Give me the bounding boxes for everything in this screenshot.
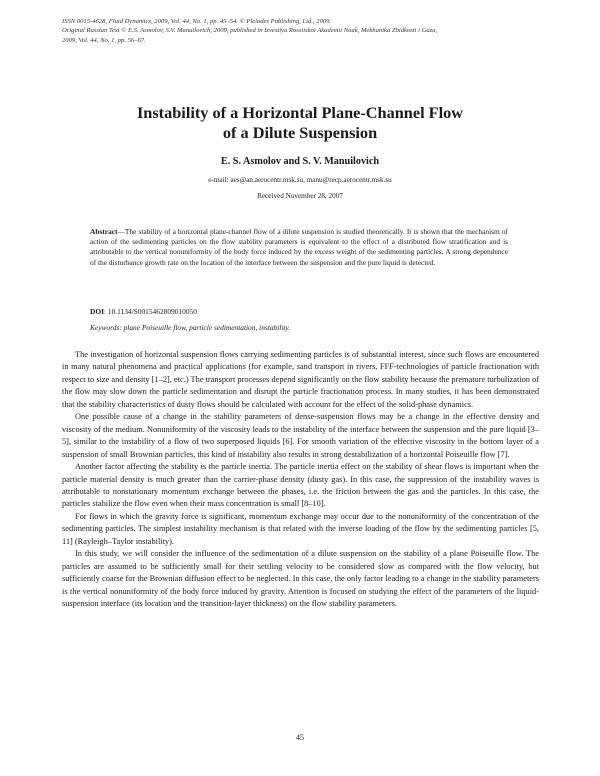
paragraph-1: The investigation of horizontal suspension flows carrying sedimenting particles is of substantial interest, since such flows are encountered in many natural phenomena and practical applications (for example, sand transport in rivers, FFF-technologies of particle fractionation with respect to size and density [1–2], etc.) The transport processes depend significantly on the flow stability because the premature turbulization of the flow may slow down the particle sedimentation and disrupt the particle fractionation process. In many studies, it has been demonstrated that the stability characteristics of dusty flows should be calculated with account for the effect of the solid-phase dynamics. [62,350,539,409]
paragraph-5: In this study, we will consider the influence of the sedimentation of a dilute suspension on the stability of a plane Poiseuille flow. The particles are assumed to be sufficiently small for their settling velocity to be considered slow as compared with the flow velocity, but sufficiently coarse for the Brownian diffusion effect to be neglected. In this case, the only factor leading to a change in the stability parameters is the vertical nonuniformity of the body force induced by gravity. Attention is focused on studying the effect of the parameters of the liquid-suspension interface (its location and the transition-layer thickness) on the flow stability parameters. [62,549,539,609]
authors: E. S. Asmolov and S. V. Manuilovich [220,156,380,167]
doi-label: DOI [90,307,104,316]
keywords: Keywords: plane Poiseuille flow, particle sedimentation, instability. [90,323,291,332]
title-line-2: of a Dilute Suspension [222,123,378,142]
header-line-3: 2009, Vol. 44, No. 1, pp. 56–67. [62,36,146,44]
journal-header [62,17,542,45]
body-text [62,349,539,611]
page-number: 45 [296,733,304,742]
received-date: Received November 28, 2007 [257,192,343,200]
author-email: e-mail: aes@an.aerocentr.msk.su, manu@recp.aerocentr.msk.su [208,176,392,184]
paragraph-3: Another factor affecting the stability is the particle inertia. The particle inertia effect on the stability of shear flows is important when the particle material density is much greater than the carrier-phase density (dusty gas). In this case, the suppression of the instability waves is attributable to nonstationary momentum exchange between the phases, i.e. the friction between the gas and the particles. In this case, the particles stabilize the flow even when their mass concentration is small [8–10]. [62,462,539,509]
paragraph-4: For flows in which the gravity force is significant, momentum exchange may occur due to the nonuniformity of the concentration of the sedimenting particles. The simplest instability mechanism is that related with the inverse loading of the flow by the sedimenting particles [5, 11] (Rayleigh–Taylor instability). [62,511,539,546]
header-line-2: Original Russian Text © E.S. Asmolov, S.V. Manuilovich, 2009, published in Izvestiya Rossiiskoi Akademii Nauk, Mekhanika Zhidkosti i Gaza, [62,27,438,35]
title-line-1: Instability of a Horizontal Plane-Channel Flow [136,103,464,122]
abstract-text: —The stability of a horizontal plane-channel flow of a dilute suspension is studied theoretically. It is shown that the mechanism of action of the sedimenting particles on the flow stability parameters is equivalent to the effect of a distributed flow stratification and is attributable to the vertical nonuniformity of the body force induced by the excess weight of the sedimenting particles. A strong dependence of the disturbance growth rate on the location of the interface between the suspension and the pure liquid is detected. [90,227,508,267]
doi-value: : 10.1134/S0015462809010050 [103,307,197,316]
paragraph-2: One possible cause of a change in the stability parameters of dense-suspension flows may be a change in the effective density and viscosity of the medium. Nonuniformity of the viscosity leads to the instability of the interface between the suspension and the pure liquid [3–5], similar to the instability of a flow of two superposed liquids [6]. For smooth variation of the effective viscosity in the bottom layer of a suspension of small Brownian particles, this kind of instability also results in strong destabilization of a horizontal Poiseuille flow [7]. [62,412,539,459]
header-line-1: ISSN 0015-4628, Fluid Dynamics, 2009, Vol. 44, No. 1, pp. 45–54. © Pleiades Publishing, Ltd., 2009. [62,18,332,25]
abstract [90,227,508,268]
paper-title [60,103,540,143]
abstract-label: Abstract [90,227,118,236]
doi [90,307,508,316]
